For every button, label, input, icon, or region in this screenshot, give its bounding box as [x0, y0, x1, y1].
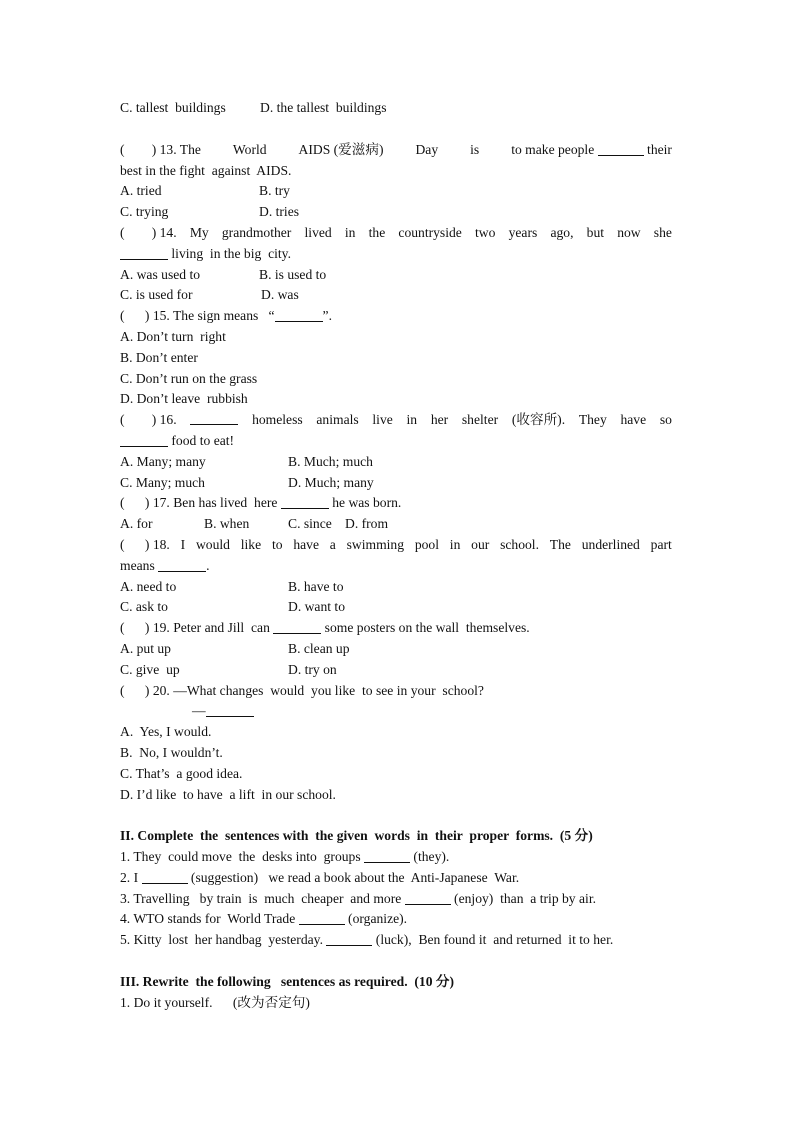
fill-item: 2. I (suggestion) we read a book about the Anti-Japanese War.: [120, 870, 520, 885]
option-text: A. for: [120, 516, 153, 531]
option-text: D. want to: [288, 599, 346, 614]
answer-blank: [120, 245, 168, 260]
fill-item: 1. They could move the desks into groups (they).: [120, 849, 450, 864]
section-2-title: II. Complete the sentences with the given words in their proper forms. (5 分): [120, 828, 593, 843]
option-text: C. since: [288, 516, 332, 531]
question-15-stem: ( ) 15. The sign means “ ”.: [120, 308, 332, 323]
option-text: D. Don’t leave rubbish: [120, 391, 248, 406]
question-13-stem: ( ) 13. The World AIDS (爱滋病) Day is to make people their: [120, 142, 672, 157]
rewrite-item: 1. Do it yourself. (改为否定句): [120, 995, 310, 1010]
option-text: B. try: [259, 183, 290, 198]
option-text: D. Much; many: [288, 475, 374, 490]
option-text: A. Many; many: [120, 454, 206, 469]
option-text: C. trying: [120, 204, 169, 219]
question-16-stem: ( ) 16. homeless animals live in her shelter (收容所). They have so: [120, 412, 672, 427]
option-text: D. try on: [288, 662, 337, 677]
question-20-stem: ( ) 20. —What changes would you like to see in your school?: [120, 683, 484, 698]
option-text: A. Yes, I would.: [120, 724, 212, 739]
answer-blank: [326, 931, 372, 946]
option-text: D. from: [345, 516, 389, 531]
answer-blank: [598, 141, 644, 156]
question-19-stem: ( ) 19. Peter and Jill can some posters on the wall themselves.: [120, 620, 530, 635]
option-text: A. need to: [120, 579, 177, 594]
option-text: B. have to: [288, 579, 344, 594]
answer-blank: [281, 494, 329, 509]
answer-blank: [405, 890, 451, 905]
question-18-stem-cont: means .: [120, 558, 210, 573]
option-text: D. I’d like to have a lift in our school.: [120, 787, 336, 802]
option-text: B. Much; much: [288, 454, 373, 469]
option-text: C. Don’t run on the grass: [120, 371, 258, 386]
option-text: A. was used to: [120, 267, 201, 282]
question-16-stem-cont: food to eat!: [120, 431, 672, 452]
option-text: B. is used to: [259, 267, 327, 282]
option-text: A. tried: [120, 183, 162, 198]
question-20-reply: —: [192, 701, 254, 722]
answer-blank: [273, 619, 321, 634]
question-18-stem: ( ) 18. I would like to have a swimming pool in our school. The underlined part: [120, 537, 672, 552]
option-text: A. Don’t turn right: [120, 329, 226, 344]
answer-blank: [299, 910, 345, 925]
question-14-stem: ( ) 14. My grandmother lived in the countryside two years ago, but now she: [120, 225, 672, 240]
option-text: C. Many; much: [120, 475, 205, 490]
option-text: B. Don’t enter: [120, 350, 198, 365]
option-text: D. was: [261, 287, 299, 302]
fill-item: 3. Travelling by train is much cheaper and more (enjoy) than a trip by air.: [120, 891, 596, 906]
fill-item: 5. Kitty lost her handbag yesterday. (luck), Ben found it and returned it to her.: [120, 932, 614, 947]
option-text: D. the tallest buildings: [260, 100, 387, 115]
question-17-stem: ( ) 17. Ben has lived here he was born.: [120, 495, 402, 510]
answer-blank: [206, 702, 254, 717]
question-14-stem-cont: living in the big city.: [120, 244, 672, 265]
option-text: C. give up: [120, 662, 180, 677]
option-text: C. That’s a good idea.: [120, 766, 243, 781]
fill-item: 4. WTO stands for World Trade (organize).: [120, 911, 408, 926]
option-text: C. ask to: [120, 599, 168, 614]
answer-blank: [120, 432, 168, 447]
section-3-title: III. Rewrite the following sentences as required. (10 分): [120, 974, 455, 989]
option-text: D. tries: [259, 204, 300, 219]
answer-blank: [142, 869, 188, 884]
option-text: B. when: [204, 516, 250, 531]
option-text: C. tallest buildings: [120, 100, 226, 115]
option-text: B. No, I wouldn’t.: [120, 745, 223, 760]
option-text: C. is used for: [120, 287, 193, 302]
option-text: A. put up: [120, 641, 171, 656]
answer-blank: [190, 410, 238, 425]
answer-blank: [158, 557, 206, 572]
option-text: B. clean up: [288, 641, 350, 656]
answer-blank: [364, 848, 410, 863]
answer-blank: [275, 307, 323, 322]
question-13-stem-cont: best in the fight against AIDS.: [120, 163, 292, 178]
